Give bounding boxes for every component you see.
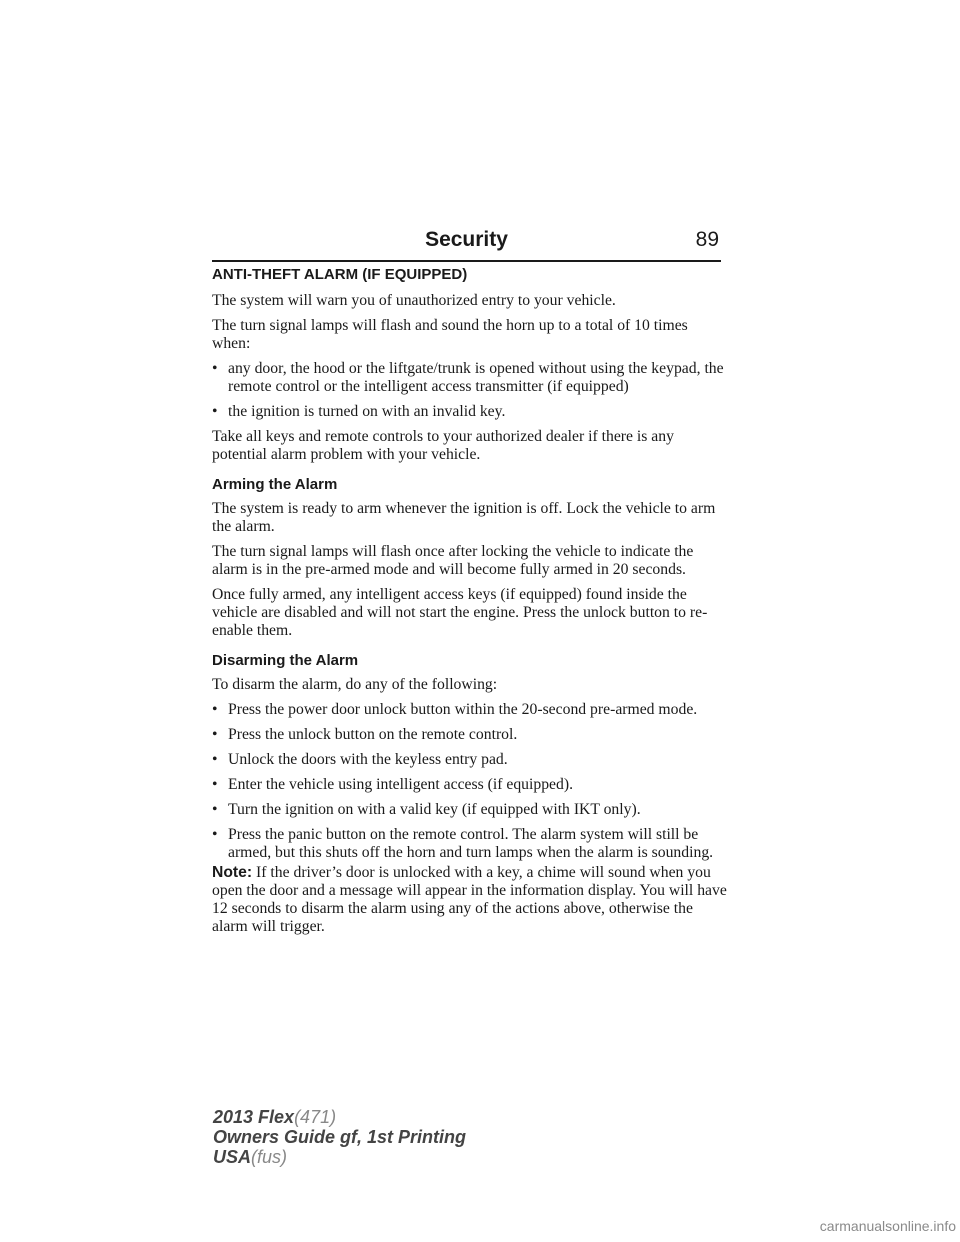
list-item-text: Turn the ignition on with a valid key (if equipped with IKT only). xyxy=(228,801,641,818)
list-item xyxy=(212,776,727,794)
footer-model: 2013 Flex xyxy=(213,1107,295,1127)
trigger-list xyxy=(212,360,727,421)
list-item-text: the ignition is turned on with an invalid key. xyxy=(228,403,506,420)
bullet-icon: • xyxy=(212,801,218,818)
page-header xyxy=(212,226,721,262)
page-content xyxy=(212,266,727,943)
list-item-text: Press the panic button on the remote control. The alarm system will still be armed, but this shuts off the horn and turn lamps when the alarm is sounding. xyxy=(228,826,714,861)
footer-line-2 xyxy=(213,1127,466,1147)
list-item-text: Press the unlock button on the remote control. xyxy=(228,726,518,743)
footer-market-code: (fus) xyxy=(251,1147,288,1167)
section-title: ANTI-THEFT ALARM (IF EQUIPPED) xyxy=(212,266,468,283)
page-number: 89 xyxy=(695,228,719,251)
disarming-lead: To disarm the alarm, do any of the following: xyxy=(212,676,498,693)
watermark: carmanualsonline.info xyxy=(819,1218,956,1234)
disarming-title: Disarming the Alarm xyxy=(212,652,359,669)
arming-paragraph-1: The system is ready to arm whenever the ignition is off. Lock the vehicle to arm the alarm. xyxy=(212,500,716,535)
section-lead: The turn signal lamps will flash and sound the horn up to a total of 10 times when: xyxy=(212,317,688,352)
arming-paragraph-3: Once fully armed, any intelligent access keys (if equipped) found inside the vehicle are disabled and will not start the engine. Press the unlock button to re-enable them. xyxy=(212,586,708,639)
disarm-list xyxy=(212,701,727,862)
footer-market: USA xyxy=(213,1147,252,1167)
bullet-icon: • xyxy=(212,726,218,743)
bullet-icon: • xyxy=(212,751,218,768)
header-title: Security xyxy=(425,228,508,251)
list-item xyxy=(212,701,727,719)
arming-paragraph-2: The turn signal lamps will flash once after locking the vehicle to indicate the alarm is in the pre-armed mode and will become fully armed in 20 seconds. xyxy=(212,543,694,578)
footer-line-3 xyxy=(213,1147,466,1167)
note-paragraph xyxy=(212,864,727,936)
list-item xyxy=(212,360,727,396)
list-item-text: Enter the vehicle using intelligent access (if equipped). xyxy=(228,776,574,793)
note-label: Note: xyxy=(212,864,253,881)
section-closing: Take all keys and remote controls to your authorized dealer if there is any potential alarm problem with your vehicle. xyxy=(212,428,674,463)
note-text: If the driver’s door is unlocked with a key, a chime will sound when you open the door and a message will appear in the information display. You will have 12 seconds to disarm the alarm using any of the actions above, otherwise the alarm will trigger. xyxy=(212,864,727,935)
footer-model-code: (471) xyxy=(294,1107,337,1127)
list-item xyxy=(212,403,727,421)
list-item-text: any door, the hood or the liftgate/trunk is opened without using the keypad, the remote control or the intelligent access transmitter (if equipped) xyxy=(228,360,724,395)
arming-title: Arming the Alarm xyxy=(212,476,338,493)
list-item xyxy=(212,826,727,862)
list-item xyxy=(212,751,727,769)
list-item xyxy=(212,726,727,744)
print-footer xyxy=(213,1107,466,1167)
list-item xyxy=(212,801,727,819)
section-intro: The system will warn you of unauthorized entry to your vehicle. xyxy=(212,292,616,309)
bullet-icon: • xyxy=(212,360,218,377)
list-item-text: Press the power door unlock button within the 20-second pre-armed mode. xyxy=(228,701,698,718)
bullet-icon: • xyxy=(212,701,218,718)
footer-line-1 xyxy=(213,1107,466,1127)
bullet-icon: • xyxy=(212,776,218,793)
bullet-icon: • xyxy=(212,403,218,420)
footer-guide: Owners Guide gf, 1st Printing xyxy=(213,1127,467,1147)
list-item-text: Unlock the doors with the keyless entry pad. xyxy=(228,751,508,768)
bullet-icon: • xyxy=(212,826,218,843)
